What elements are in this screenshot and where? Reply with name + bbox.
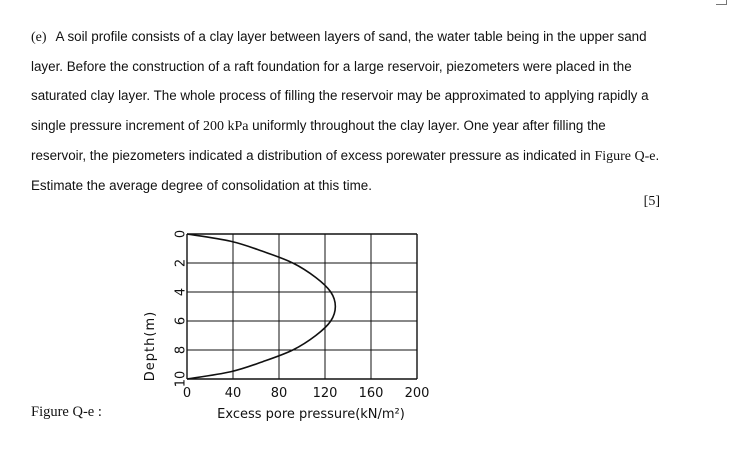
y-tick-label: 6 <box>173 316 189 326</box>
chart-grid <box>187 234 417 379</box>
y-tick-label: 2 <box>173 258 189 268</box>
x-tick-label: 120 <box>312 386 338 401</box>
x-tick-label: 80 <box>270 386 288 401</box>
figure-reference: Figure Q-e <box>594 148 656 164</box>
figure-caption: Figure Q-e : <box>31 404 102 420</box>
corner-crop-mark <box>716 0 727 5</box>
x-tick-labels <box>183 386 430 401</box>
question-text-part-1: A soil profile consists of a clay layer between layers of sand, the water table being in the upper sand layer. Before the construction of a raft foundation for a large reservoir, piezometers were placed in the saturated clay layer. The whole process of filling the reservoir may be approximated to applying rapidly a single pressure increment of <box>31 29 649 133</box>
pressure-value: 200 kPa <box>202 118 249 134</box>
y-tick-label: 8 <box>173 345 189 355</box>
y-tick-label: 0 <box>173 229 189 239</box>
question-text <box>31 22 661 200</box>
pore-pressure-chart <box>130 218 450 428</box>
x-axis-title: Excess pore pressure(kN/m²) <box>217 407 405 422</box>
y-axis-title: Depth(m) <box>143 310 158 382</box>
pore-pressure-curve <box>187 234 335 379</box>
x-tick-label: 160 <box>358 386 384 401</box>
question-text-part-2: uniformly throughout the clay layer. One year after filling the reservoir, the piezometers indicated a distribution of excess porewater pressure as indicated in <box>31 117 606 163</box>
x-tick-label: 0 <box>182 386 192 401</box>
x-tick-label: 200 <box>404 386 430 401</box>
y-tick-label: 10 <box>173 370 189 388</box>
y-tick-label: 4 <box>173 287 189 297</box>
question-text-part-3: . Estimate the average degree of consolidation at this time. <box>31 147 660 194</box>
marks-label: [5] <box>643 194 660 209</box>
question-label: (e) <box>31 30 47 45</box>
x-tick-label: 40 <box>224 386 242 401</box>
